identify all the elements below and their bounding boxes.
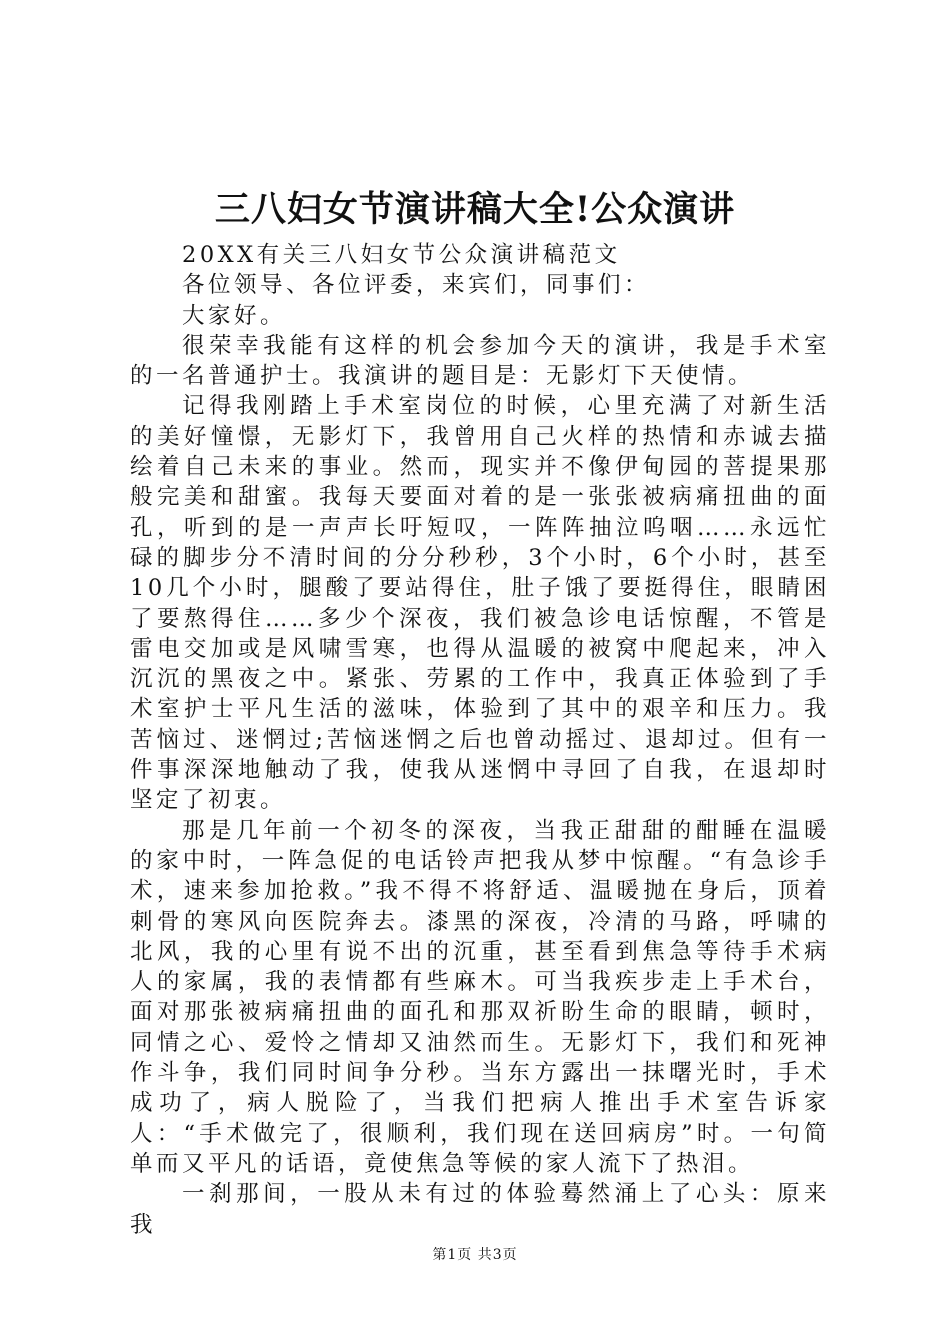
document-title: 三八妇女节演讲稿大全!公众演讲 (214, 189, 736, 230)
paragraph-body-3: 一刹那间，一股从未有过的体验蓦然涌上了心头：原来我 (130, 1181, 830, 1238)
paragraph-salutation: 各位领导、各位评委，来宾们，同事们： (182, 272, 651, 299)
paragraph-body-1: 记得我刚踏上手术室岗位的时候，心里充满了对新生活的美好憧憬，无影灯下，我曾用自己火样的热情和赤诚去描绘着自己未来的事业。然而，现实并不像伊甸园的菩提果那般完美和甜蜜。我每天要面对着的是一张张被病痛扭曲的面孔，听到的是一声声长吁短叹，一阵阵抽泣呜咽……永远忙碌的脚步分不清时间的分分秒秒，3个小时，6个小时，甚至10几个小时，腿酸了要站得住，肚子饿了要挺得住，眼睛困了要熬得住……多少个深夜，我们被急诊电话惊醒，不管是雷电交加或是风啸雪寒，也得从温暖的被窝中爬起来，冲入沉沉的黑夜之中。紧张、劳累的工作中，我真正体验到了手术室护士平凡生活的滋味，体验到了其中的艰辛和压力。我苦恼过、迷惘过;苦恼迷惘之后也曾动摇过、退却过。但有一件事深深地触动了我，使我从迷惘中寻回了自我，在退却时坚定了初衷。 (130, 393, 830, 814)
paragraph-body-2: 那是几年前一个初冬的深夜，当我正甜甜的酣睡在温暖的家中时，一阵急促的电话铃声把我从梦中惊醒。“有急诊手术，速来参加抢救。”我不得不将舒适、温暖抛在身后，顶着刺骨的寒风向医院奔去。漆黑的深夜，冷清的马路，呼啸的北风，我的心里有说不出的沉重，甚至看到焦急等待手术病人的家属，我的表情都有些麻木。可当我疾步走上手术台，面对那张被病痛扭曲的面孔和那双祈盼生命的眼睛，顿时，同情之心、爱怜之情却又油然而生。无影灯下，我们和死神作斗争，我们同时间争分秒。当东方露出一抹曙光时，手术成功了，病人脱险了，当我们把病人推出手术室告诉家人：“手术做完了，很顺利，我们现在送回病房”时。一句简单而又平凡的话语，竟使焦急等候的家人流下了热泪。 (130, 817, 830, 1177)
paragraph-greeting: 大家好。 (182, 302, 287, 329)
page-number-footer: 第1页 共3页 (432, 1247, 518, 1263)
paragraph-introduction: 很荣幸我能有这样的机会参加今天的演讲，我是手术室的一名普通护士。我演讲的题目是：无影灯下天使情。 (130, 332, 830, 390)
document-body (130, 240, 830, 1240)
paragraph-subtitle: 20XX有关三八妇女节公众演讲稿范文 (182, 242, 621, 268)
